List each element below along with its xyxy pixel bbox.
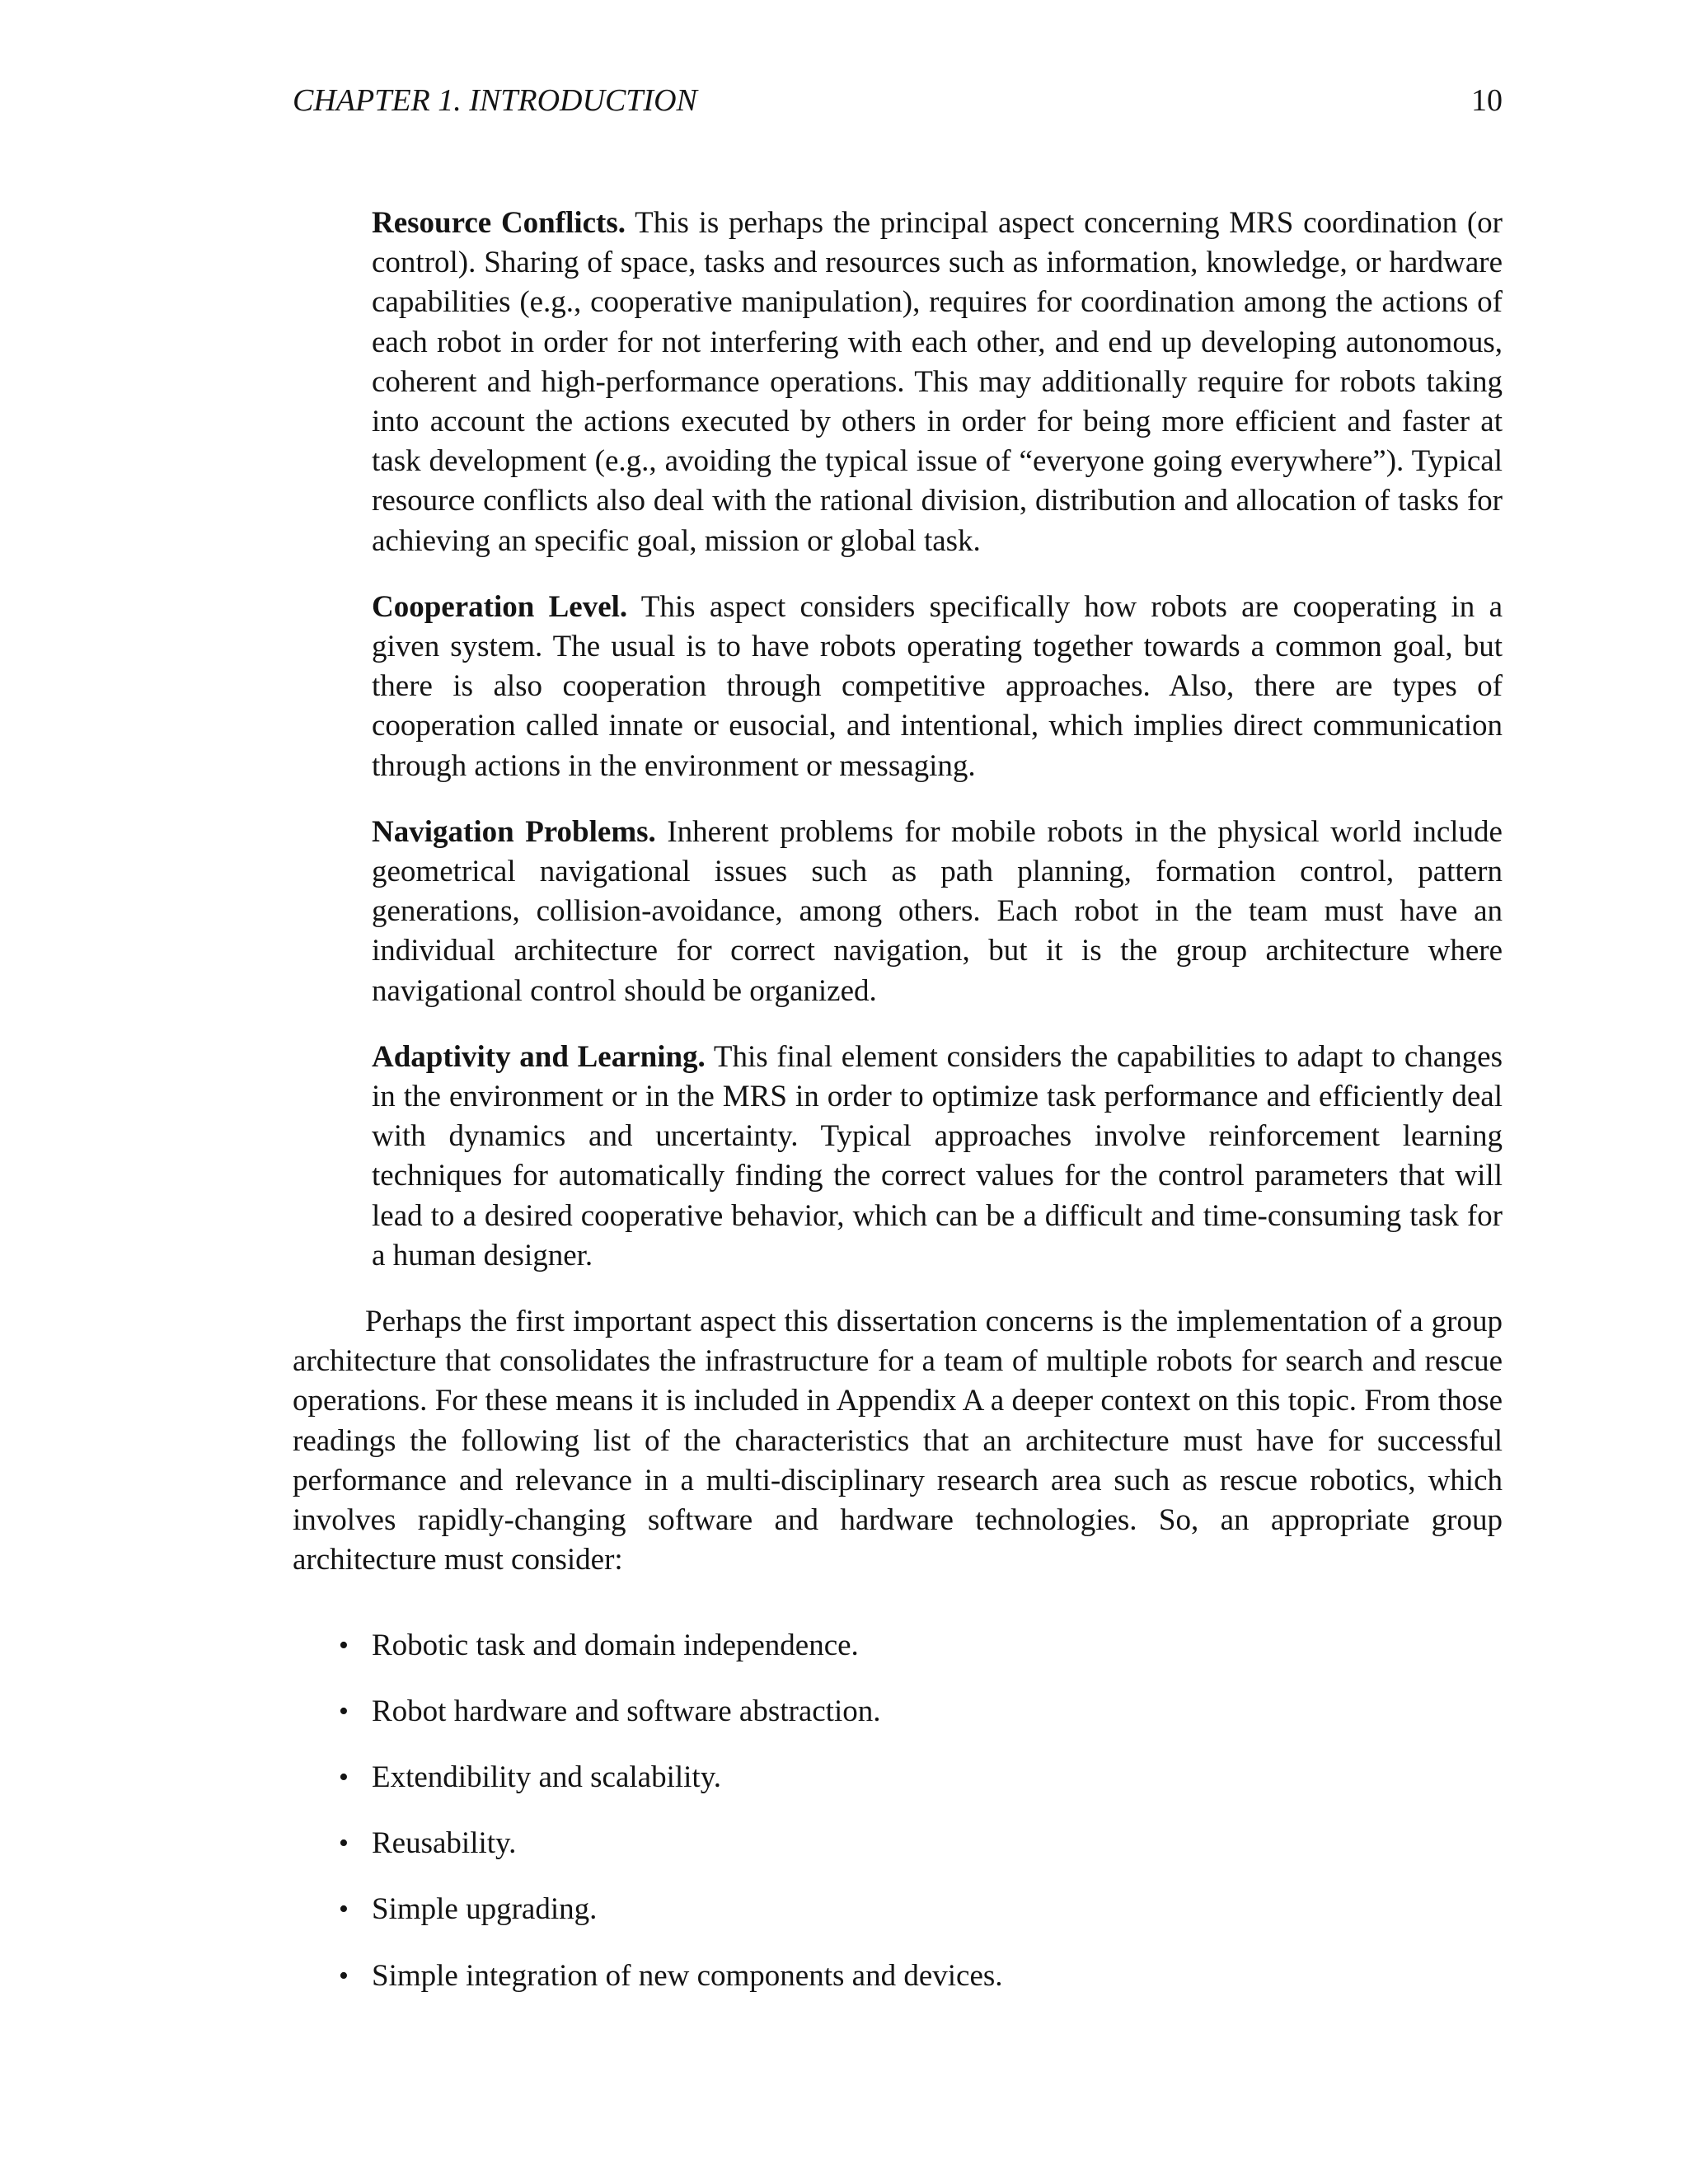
list-item [339, 1957, 1503, 1996]
list-item-text: Robotic task and domain independence. [372, 1628, 859, 1662]
definition-term: Adaptivity and Learning. [372, 1039, 706, 1074]
bullet-icon: • [339, 1761, 349, 1793]
body-paragraph: Perhaps the first important aspect this dissertation concerns is the implementation of a group architecture that consolidates the infrastructure for a team of multiple robots for search and rescue operations. For these means it is included in Appendix A a deeper context on this topic. From those readings the following list of the characteristics that an architecture must have for successful performance and relevance in a multi-disciplinary research area such as rescue robotics, which involves rapidly-changing software and hardware technologies. So, an appropriate group architecture must consider: [293, 1305, 1503, 1577]
definition-text: This aspect considers specifically how robots are cooperating in a given system. The usual is to have robots operating together towards a common goal, but there is also cooperation through competitive approaches. Also, there are types of cooperation called innate or eusocial, and intentional, which implies direct communication through actions in the environment or messaging. [372, 589, 1503, 783]
definition-text: This final element considers the capabilities to adapt to changes in the environment or in the MRS in order to optimize task performance and efficiently deal with dynamics and uncertainty. Typical approaches involve reinforcement learning techniques for automatically finding the correct values for the control parameters that will lead to a desired cooperative behavior, which can be a difficult and time-consuming task for a human designer. [372, 1039, 1503, 1272]
bullet-icon: • [339, 1828, 349, 1859]
bullet-icon: • [339, 1960, 349, 1991]
definition-text: This is perhaps the principal aspect concerning MRS coordination (or control). Sharing of space, tasks and resources such as information, knowledge, or hardware capabilities (e.g., cooperative manipulation), requires for coordination among the actions of each robot in order for not interfering with each other, and end up developing autonomous, coherent and high-performance operations. This may additionally require for robots taking into account the actions executed by others in order for being more efficient and faster at task development (e.g., avoiding the typical issue of “everyone going everywhere”). Typical resource conflicts also deal with the rational division, distribution and allocation of tasks for achieving an specific goal, mission or global task. [372, 206, 1503, 558]
list-item [339, 1758, 1503, 1797]
bullet-icon: • [339, 1894, 349, 1925]
document-page [293, 76, 1503, 2022]
list-item [339, 1626, 1503, 1666]
definition-item-resource-conflicts [372, 204, 1503, 561]
definition-text: Inherent problems for mobile robots in the physical world include geometrical navigational issues such as path planning, formation control, pattern generations, collision-avoidance, among others. Each robot in the team must have an individual architecture for correct navigation, but it is the group architecture where navigational control should be organized. [372, 814, 1503, 1008]
definition-item-navigation-problems [372, 813, 1503, 1011]
list-item-text: Simple integration of new components and devices. [372, 1958, 1003, 1993]
definition-term: Cooperation Level. [372, 589, 628, 624]
list-item-text: Extendibility and scalability. [372, 1760, 722, 1794]
running-header [293, 76, 1503, 125]
list-item-text: Robot hardware and software abstraction. [372, 1694, 881, 1728]
list-item [339, 1890, 1503, 1929]
definition-term: Resource Conflicts. [372, 206, 626, 240]
bullet-icon: • [339, 1629, 349, 1661]
list-item [339, 1692, 1503, 1732]
body-text [293, 204, 1503, 1996]
list-item-text: Simple upgrading. [372, 1892, 598, 1927]
list-item-text: Reusability. [372, 1826, 517, 1861]
chapter-title: CHAPTER 1. INTRODUCTION [293, 83, 697, 118]
list-item [339, 1824, 1503, 1863]
definition-term: Navigation Problems. [372, 814, 656, 849]
definition-item-adaptivity-learning [372, 1038, 1503, 1276]
definition-item-cooperation-level [372, 588, 1503, 786]
bullet-list [293, 1626, 1503, 1996]
bullet-icon: • [339, 1695, 349, 1727]
page-number: 10 [1471, 83, 1503, 118]
